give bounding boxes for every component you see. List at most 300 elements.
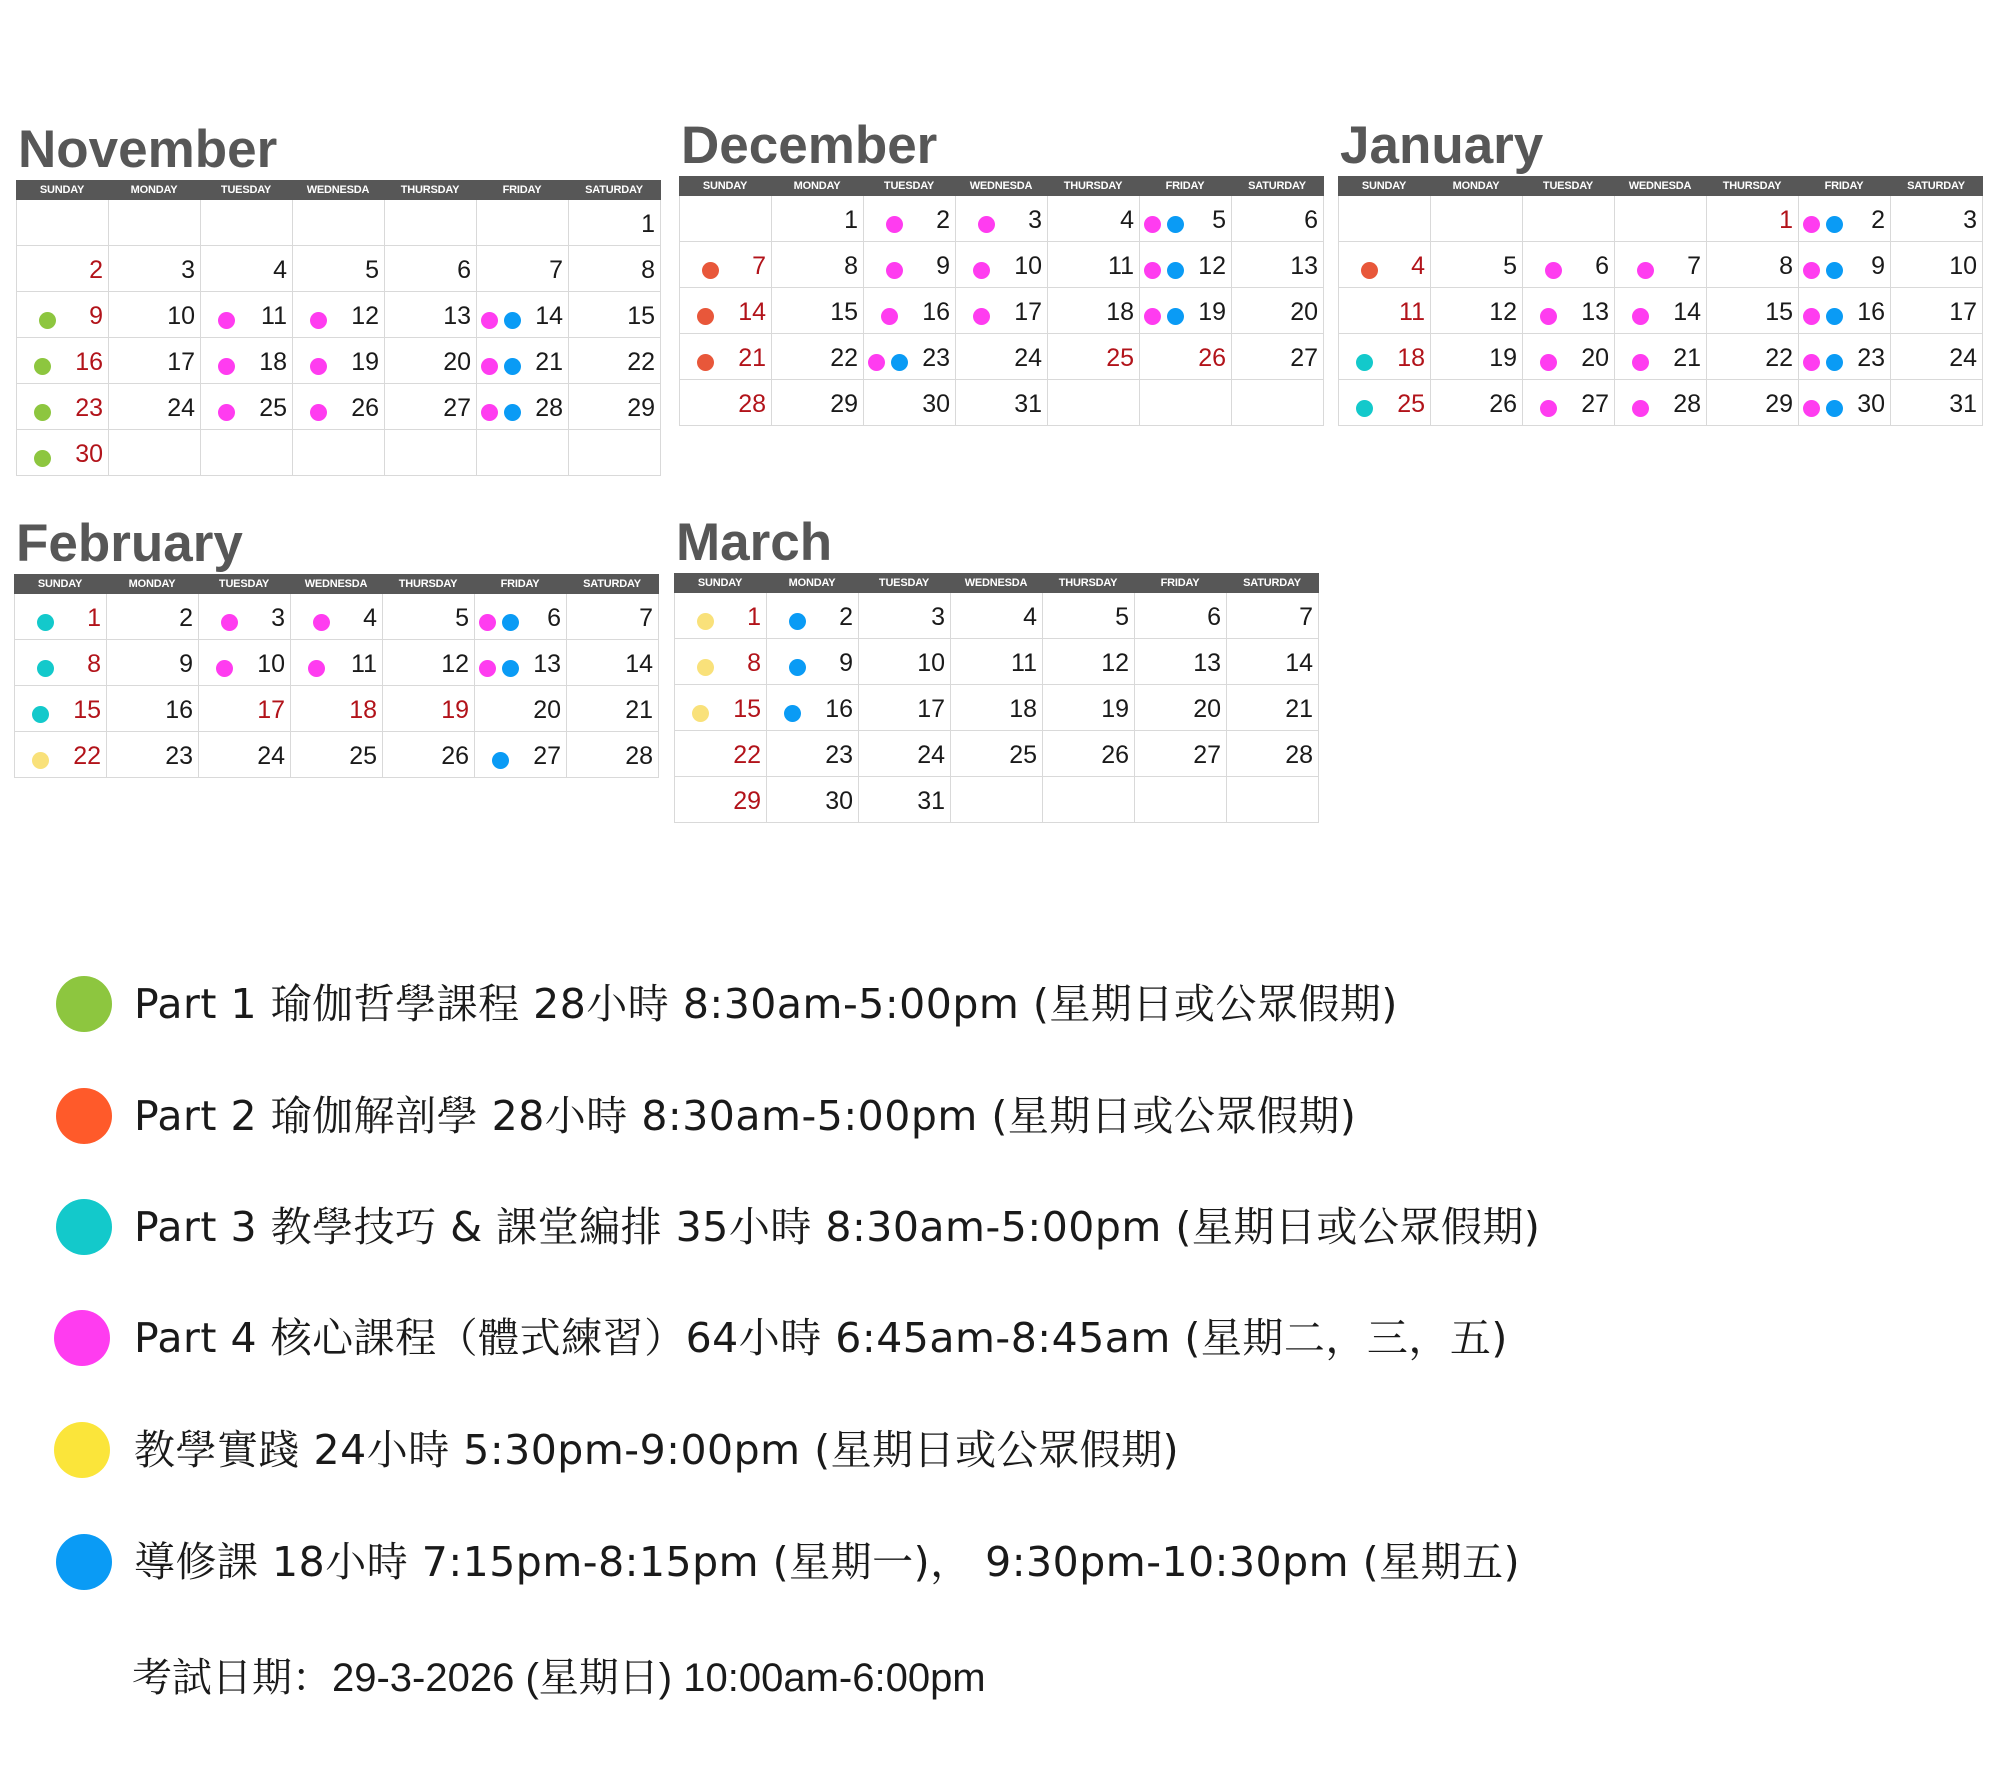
day-cell xyxy=(1522,380,1614,426)
day-cell xyxy=(1890,334,1983,380)
day-cell xyxy=(771,196,863,242)
blue-dot-icon xyxy=(1826,400,1843,417)
magenta-dot-icon xyxy=(1540,400,1557,417)
day-number: 4 xyxy=(363,604,377,632)
day-cell xyxy=(1134,777,1226,823)
day-cell xyxy=(474,732,566,778)
day-cell xyxy=(568,246,661,292)
day-cell xyxy=(1706,288,1798,334)
weekday-label: SATURDAY xyxy=(585,184,643,196)
day-number: 9 xyxy=(89,302,103,330)
day-cell xyxy=(200,200,292,246)
day-cell xyxy=(674,777,766,823)
day-number: 25 xyxy=(1106,344,1134,372)
day-cell xyxy=(1706,380,1798,426)
event-dots xyxy=(692,705,709,722)
day-number: 14 xyxy=(1285,649,1313,677)
event-dots xyxy=(310,404,327,421)
event-dots xyxy=(697,308,714,325)
day-cell xyxy=(200,384,292,430)
day-cell xyxy=(1047,334,1139,380)
magenta-dot-icon xyxy=(973,262,990,279)
day-cell xyxy=(382,686,474,732)
day-number: 6 xyxy=(1304,206,1318,234)
day-cell xyxy=(198,686,290,732)
magenta-dot-icon xyxy=(881,308,898,325)
day-cell xyxy=(568,200,661,246)
weekday-label: FRIDAY xyxy=(1824,180,1864,192)
day-cell xyxy=(858,731,950,777)
day-cell xyxy=(863,380,955,426)
event-dots xyxy=(1356,400,1373,417)
day-cell xyxy=(568,338,661,384)
event-dots xyxy=(34,404,51,421)
day-cell xyxy=(950,685,1042,731)
weekday-label: FRIDAY xyxy=(502,184,542,196)
green-dot-icon xyxy=(56,976,112,1032)
day-cell xyxy=(16,338,108,384)
day-number: 21 xyxy=(738,344,766,372)
day-cell xyxy=(766,731,858,777)
day-number: 3 xyxy=(1028,206,1042,234)
day-cell xyxy=(384,338,476,384)
orange-dot-icon xyxy=(702,262,719,279)
day-number: 29 xyxy=(733,787,761,815)
weekday-label: THURSDAY xyxy=(400,184,460,196)
event-dots xyxy=(479,660,519,677)
day-cell xyxy=(106,640,198,686)
day-number: 21 xyxy=(1285,695,1313,723)
day-number: 28 xyxy=(1285,741,1313,769)
day-cell xyxy=(771,242,863,288)
day-number: 15 xyxy=(733,695,761,723)
day-number: 1 xyxy=(87,604,101,632)
day-cell xyxy=(1522,196,1614,242)
day-number: 27 xyxy=(533,742,561,770)
day-number: 26 xyxy=(1101,741,1129,769)
day-cell xyxy=(382,594,474,640)
day-number: 14 xyxy=(1673,298,1701,326)
cyan-dot-icon xyxy=(37,660,54,677)
day-cell xyxy=(292,246,384,292)
weekday-label: THURSDAY xyxy=(1058,577,1118,589)
magenta-dot-icon xyxy=(54,1310,110,1366)
day-number: 10 xyxy=(917,649,945,677)
event-dots xyxy=(216,660,233,677)
week-row xyxy=(16,338,661,384)
day-number: 1 xyxy=(747,603,761,631)
blue-dot-icon xyxy=(504,404,521,421)
magenta-dot-icon xyxy=(1144,262,1161,279)
day-cell xyxy=(108,200,200,246)
blue-dot-icon xyxy=(891,354,908,371)
event-dots xyxy=(697,354,714,371)
day-cell xyxy=(766,639,858,685)
day-cell xyxy=(1047,242,1139,288)
blue-dot-icon xyxy=(1826,308,1843,325)
event-dots xyxy=(789,659,806,676)
week-row xyxy=(1338,242,1983,288)
legend-label: Part 4 核心課程（體式練習）64小時 6:45am-8:45am (星期二，三，五) xyxy=(134,1314,1508,1362)
day-cell xyxy=(14,686,106,732)
day-number: 10 xyxy=(257,650,285,678)
magenta-dot-icon xyxy=(886,262,903,279)
day-number: 30 xyxy=(825,787,853,815)
event-dots xyxy=(789,613,806,630)
weekday-label: FRIDAY xyxy=(500,578,540,590)
day-number: 8 xyxy=(87,650,101,678)
day-cell xyxy=(200,338,292,384)
day-cell xyxy=(474,686,566,732)
event-dots xyxy=(1356,354,1373,371)
day-number: 17 xyxy=(917,695,945,723)
event-dots xyxy=(697,613,714,630)
week-row xyxy=(16,384,661,430)
day-cell xyxy=(1231,288,1324,334)
day-cell xyxy=(290,732,382,778)
magenta-dot-icon xyxy=(1545,262,1562,279)
weekday-header xyxy=(679,176,1324,196)
day-cell xyxy=(108,384,200,430)
day-number: 11 xyxy=(1108,252,1134,280)
event-dots xyxy=(1144,216,1184,233)
day-number: 18 xyxy=(1106,298,1134,326)
weekday-label: WEDNESDA xyxy=(969,180,1033,192)
day-cell xyxy=(1042,685,1134,731)
day-cell xyxy=(1614,334,1706,380)
day-cell xyxy=(1139,334,1231,380)
magenta-dot-icon xyxy=(1540,308,1557,325)
day-cell xyxy=(1522,288,1614,334)
orange-dot-icon xyxy=(697,308,714,325)
day-number: 23 xyxy=(1857,344,1885,372)
magenta-dot-icon xyxy=(310,358,327,375)
day-cell xyxy=(1231,242,1324,288)
exam-date: 考試日期：29-3-2026 (星期日) 10:00am-6:00pm xyxy=(132,1656,986,1700)
day-number: 24 xyxy=(167,394,195,422)
magenta-dot-icon xyxy=(479,660,496,677)
day-cell xyxy=(14,594,106,640)
day-number: 23 xyxy=(922,344,950,372)
day-cell xyxy=(1042,777,1134,823)
day-cell xyxy=(566,594,659,640)
event-dots xyxy=(32,706,49,723)
blue-dot-icon xyxy=(502,614,519,631)
day-cell xyxy=(476,292,568,338)
weekday-label: SUNDAY xyxy=(37,578,83,590)
day-cell xyxy=(1047,288,1139,334)
day-number: 13 xyxy=(1193,649,1221,677)
day-cell xyxy=(568,292,661,338)
day-number: 11 xyxy=(351,650,377,678)
day-number: 31 xyxy=(917,787,945,815)
magenta-dot-icon xyxy=(1540,354,1557,371)
day-number: 3 xyxy=(1963,206,1977,234)
blue-dot-icon xyxy=(492,752,509,769)
day-cell xyxy=(674,731,766,777)
day-cell xyxy=(950,731,1042,777)
day-cell xyxy=(955,242,1047,288)
week-row xyxy=(679,196,1324,242)
event-dots xyxy=(221,614,238,631)
day-cell xyxy=(384,246,476,292)
day-cell xyxy=(290,640,382,686)
event-dots xyxy=(1632,354,1649,371)
day-cell xyxy=(1047,196,1139,242)
week-row xyxy=(1338,288,1983,334)
yellow-dot-icon xyxy=(32,752,49,769)
day-cell xyxy=(1134,731,1226,777)
day-cell xyxy=(384,200,476,246)
event-dots xyxy=(481,404,521,421)
day-number: 16 xyxy=(1857,298,1885,326)
cyan-dot-icon xyxy=(37,614,54,631)
weekday-label: SATURDAY xyxy=(583,578,641,590)
day-number: 7 xyxy=(639,604,653,632)
day-cell xyxy=(384,292,476,338)
green-dot-icon xyxy=(34,404,51,421)
week-row xyxy=(674,777,1319,823)
event-dots xyxy=(1144,308,1184,325)
magenta-dot-icon xyxy=(886,216,903,233)
day-number: 29 xyxy=(627,394,655,422)
day-cell xyxy=(292,200,384,246)
day-number: 22 xyxy=(830,344,858,372)
day-number: 13 xyxy=(1581,298,1609,326)
day-cell xyxy=(1798,242,1890,288)
cyan-dot-icon xyxy=(32,706,49,723)
event-dots xyxy=(34,358,51,375)
week-row xyxy=(674,593,1319,639)
magenta-dot-icon xyxy=(479,614,496,631)
magenta-dot-icon xyxy=(1803,400,1820,417)
day-cell xyxy=(1226,593,1319,639)
day-number: 25 xyxy=(349,742,377,770)
magenta-dot-icon xyxy=(313,614,330,631)
yellow-dot-icon xyxy=(697,613,714,630)
calendar-february xyxy=(14,514,659,778)
event-dots xyxy=(39,312,56,329)
day-number: 12 xyxy=(441,650,469,678)
day-number: 18 xyxy=(259,348,287,376)
day-cell xyxy=(1798,334,1890,380)
day-number: 18 xyxy=(1009,695,1037,723)
day-number: 14 xyxy=(738,298,766,326)
day-cell xyxy=(198,732,290,778)
day-number: 24 xyxy=(1014,344,1042,372)
day-number: 19 xyxy=(441,696,469,724)
day-number: 10 xyxy=(1014,252,1042,280)
weekday-label: SUNDAY xyxy=(697,577,743,589)
week-row xyxy=(674,731,1319,777)
day-number: 16 xyxy=(165,696,193,724)
weekday-header xyxy=(1338,176,1983,196)
day-cell xyxy=(1430,334,1522,380)
weekday-header xyxy=(14,574,659,594)
day-number: 18 xyxy=(1397,344,1425,372)
week-row xyxy=(16,246,661,292)
weekday-label: FRIDAY xyxy=(1160,577,1200,589)
weekday-label: WEDNESDA xyxy=(306,184,370,196)
yellow-dot-icon xyxy=(692,705,709,722)
weekday-label: THURSDAY xyxy=(1722,180,1782,192)
event-dots xyxy=(868,354,908,371)
magenta-dot-icon xyxy=(1144,308,1161,325)
day-cell xyxy=(1614,380,1706,426)
day-number: 28 xyxy=(535,394,563,422)
day-number: 24 xyxy=(1949,344,1977,372)
day-number: 15 xyxy=(73,696,101,724)
event-dots xyxy=(1540,400,1557,417)
day-number: 27 xyxy=(1193,741,1221,769)
day-cell xyxy=(476,430,568,476)
event-dots xyxy=(1803,400,1843,417)
week-row xyxy=(1338,196,1983,242)
day-number: 9 xyxy=(839,649,853,677)
day-cell xyxy=(384,430,476,476)
day-cell xyxy=(1430,196,1522,242)
day-cell xyxy=(290,594,382,640)
event-dots xyxy=(702,262,719,279)
legend-label: 導修課 18小時 7:15pm-8:15pm (星期一)， 9:30pm-10:30pm (星期五) xyxy=(134,1538,1521,1586)
day-cell xyxy=(1231,334,1324,380)
legend-label: 教學實踐 24小時 5:30pm-9:00pm (星期日或公眾假期) xyxy=(134,1426,1180,1474)
blue-dot-icon xyxy=(789,659,806,676)
day-number: 26 xyxy=(351,394,379,422)
day-cell xyxy=(679,196,771,242)
weekday-label: FRIDAY xyxy=(1165,180,1205,192)
magenta-dot-icon xyxy=(1632,308,1649,325)
day-cell xyxy=(16,200,108,246)
day-cell xyxy=(382,732,474,778)
blue-dot-icon xyxy=(1167,216,1184,233)
day-number: 17 xyxy=(1949,298,1977,326)
blue-dot-icon xyxy=(1826,354,1843,371)
day-cell xyxy=(1134,685,1226,731)
week-row xyxy=(679,380,1324,426)
weekday-label: TUESDAY xyxy=(878,577,930,589)
month-title: March xyxy=(676,513,833,572)
day-cell xyxy=(1798,380,1890,426)
blue-dot-icon xyxy=(784,705,801,722)
magenta-dot-icon xyxy=(868,354,885,371)
magenta-dot-icon xyxy=(978,216,995,233)
event-dots xyxy=(310,312,327,329)
day-number: 23 xyxy=(75,394,103,422)
event-dots xyxy=(784,705,801,722)
week-row xyxy=(1338,380,1983,426)
orange-dot-icon xyxy=(56,1088,112,1144)
day-cell xyxy=(1338,380,1430,426)
day-number: 18 xyxy=(349,696,377,724)
day-cell xyxy=(1706,242,1798,288)
day-cell xyxy=(474,594,566,640)
magenta-dot-icon xyxy=(481,404,498,421)
orange-dot-icon xyxy=(697,354,714,371)
day-number: 8 xyxy=(747,649,761,677)
day-number: 15 xyxy=(1765,298,1793,326)
week-row xyxy=(14,732,659,778)
day-number: 9 xyxy=(936,252,950,280)
day-cell xyxy=(1226,639,1319,685)
event-dots xyxy=(34,450,51,467)
day-cell xyxy=(679,380,771,426)
weekday-label: THURSDAY xyxy=(398,578,458,590)
day-number: 12 xyxy=(1101,649,1129,677)
event-dots xyxy=(1540,354,1557,371)
day-cell xyxy=(1706,196,1798,242)
magenta-dot-icon xyxy=(310,404,327,421)
day-number: 8 xyxy=(641,256,655,284)
day-number: 6 xyxy=(1595,252,1609,280)
day-number: 7 xyxy=(752,252,766,280)
day-cell xyxy=(1226,731,1319,777)
day-cell xyxy=(14,640,106,686)
week-row xyxy=(14,640,659,686)
week-row xyxy=(679,242,1324,288)
legend-label: Part 1 瑜伽哲學課程 28小時 8:30am-5:00pm (星期日或公眾假期) xyxy=(134,980,1398,1028)
day-number: 13 xyxy=(443,302,471,330)
day-cell xyxy=(1134,639,1226,685)
legend-label: Part 2 瑜伽解剖學 28小時 8:30am-5:00pm (星期日或公眾假期) xyxy=(134,1092,1357,1140)
weekday-label: TUESDAY xyxy=(883,180,935,192)
event-dots xyxy=(1637,262,1654,279)
day-cell xyxy=(292,430,384,476)
day-cell xyxy=(290,686,382,732)
magenta-dot-icon xyxy=(1803,354,1820,371)
day-cell xyxy=(200,430,292,476)
event-dots xyxy=(1803,308,1843,325)
blue-dot-icon xyxy=(502,660,519,677)
day-cell xyxy=(384,384,476,430)
day-number: 5 xyxy=(1115,603,1129,631)
day-cell xyxy=(16,384,108,430)
day-cell xyxy=(108,246,200,292)
magenta-dot-icon xyxy=(481,312,498,329)
day-cell xyxy=(674,593,766,639)
event-dots xyxy=(1803,216,1843,233)
blue-dot-icon xyxy=(1167,262,1184,279)
day-cell xyxy=(1890,242,1983,288)
magenta-dot-icon xyxy=(218,312,235,329)
month-title: January xyxy=(1340,116,1544,175)
day-cell xyxy=(863,288,955,334)
day-cell xyxy=(1798,196,1890,242)
week-row xyxy=(674,685,1319,731)
day-cell xyxy=(1614,288,1706,334)
day-number: 17 xyxy=(1014,298,1042,326)
magenta-dot-icon xyxy=(221,614,238,631)
day-number: 29 xyxy=(1765,390,1793,418)
day-number: 23 xyxy=(825,741,853,769)
event-dots xyxy=(218,358,235,375)
day-number: 29 xyxy=(830,390,858,418)
week-row xyxy=(14,594,659,640)
day-cell xyxy=(14,732,106,778)
day-number: 14 xyxy=(625,650,653,678)
magenta-dot-icon xyxy=(1144,216,1161,233)
day-number: 10 xyxy=(167,302,195,330)
day-number: 30 xyxy=(75,440,103,468)
day-number: 30 xyxy=(922,390,950,418)
day-cell xyxy=(1231,380,1324,426)
day-cell xyxy=(292,384,384,430)
day-number: 19 xyxy=(1101,695,1129,723)
day-number: 1 xyxy=(844,206,858,234)
day-number: 21 xyxy=(1673,344,1701,372)
event-dots xyxy=(313,614,330,631)
weekday-label: SUNDAY xyxy=(702,180,748,192)
